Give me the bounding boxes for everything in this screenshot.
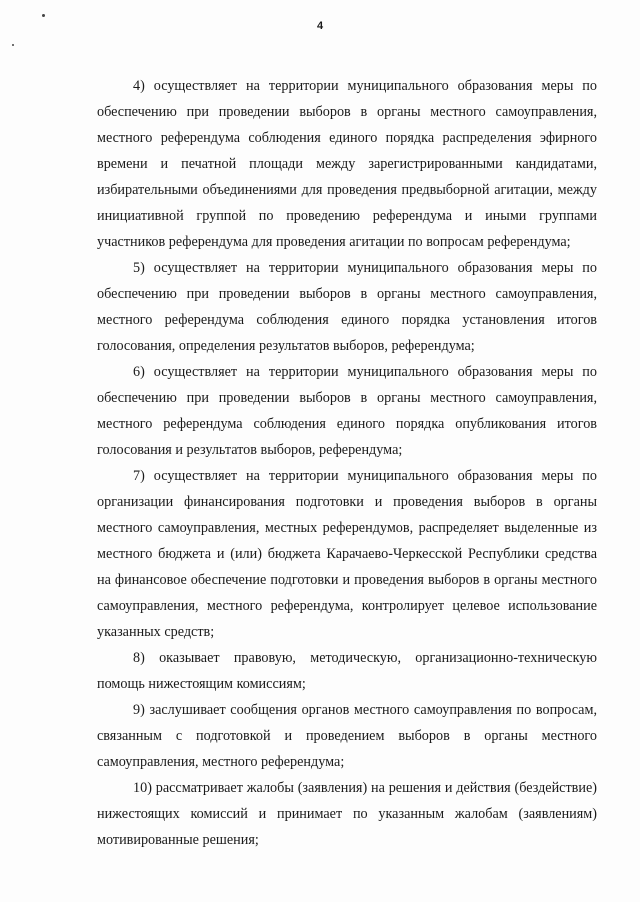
scan-speck xyxy=(42,14,45,17)
list-item-7: 7) осуществляет на территории муниципального образования меры по организации финансирования подготовки и проведения выборов в органы местного самоуправления, местных референдумов, распределяет выделенные из местного бюджета и (или) бюджета Карачаево-Черкесской Республики средства на финансовое обеспечение подготовки и проведения выборов в органы местного самоуправления, местного референдума, контролирует целевое использование указанных средств; xyxy=(97,468,597,640)
list-item-9: 9) заслушивает сообщения органов местного самоуправления по вопросам, связанным с подготовкой и проведением выборов в органы местного самоуправления, местного референдума; xyxy=(97,702,597,770)
list-item-8: 8) оказывает правовую, методическую, организационно-техническую помощь нижестоящим комиссиям; xyxy=(97,650,597,692)
list-item-10: 10) рассматривает жалобы (заявления) на решения и действия (бездействие) нижестоящих комиссий и принимает по указанным жалобам (заявлениям) мотивированные решения; xyxy=(97,780,597,848)
page-number: 4 xyxy=(316,20,324,32)
list-item-6: 6) осуществляет на территории муниципального образования меры по обеспечению при проведении выборов в органы местного самоуправления, местного референдума соблюдения единого порядка опубликования итогов голосования и результатов выборов, референдума; xyxy=(97,364,597,458)
list-item-4: 4) осуществляет на территории муниципального образования меры по обеспечению при проведении выборов в органы местного самоуправления, местного референдума соблюдения единого порядка распределения эфирного времени и печатной площади между зарегистрированными кандидатами, избирательными объединениями для проведения предвыборной агитации, между инициативной группой по проведению референдума и иными группами участников референдума для проведения агитации по вопросам референдума; xyxy=(97,78,597,250)
scan-speck xyxy=(12,44,14,46)
list-item-5: 5) осуществляет на территории муниципального образования меры по обеспечению при проведении выборов в органы местного самоуправления, местного референдума соблюдения единого порядка установления итогов голосования, определения результатов выборов, референдума; xyxy=(97,260,597,354)
document-body xyxy=(97,73,597,853)
